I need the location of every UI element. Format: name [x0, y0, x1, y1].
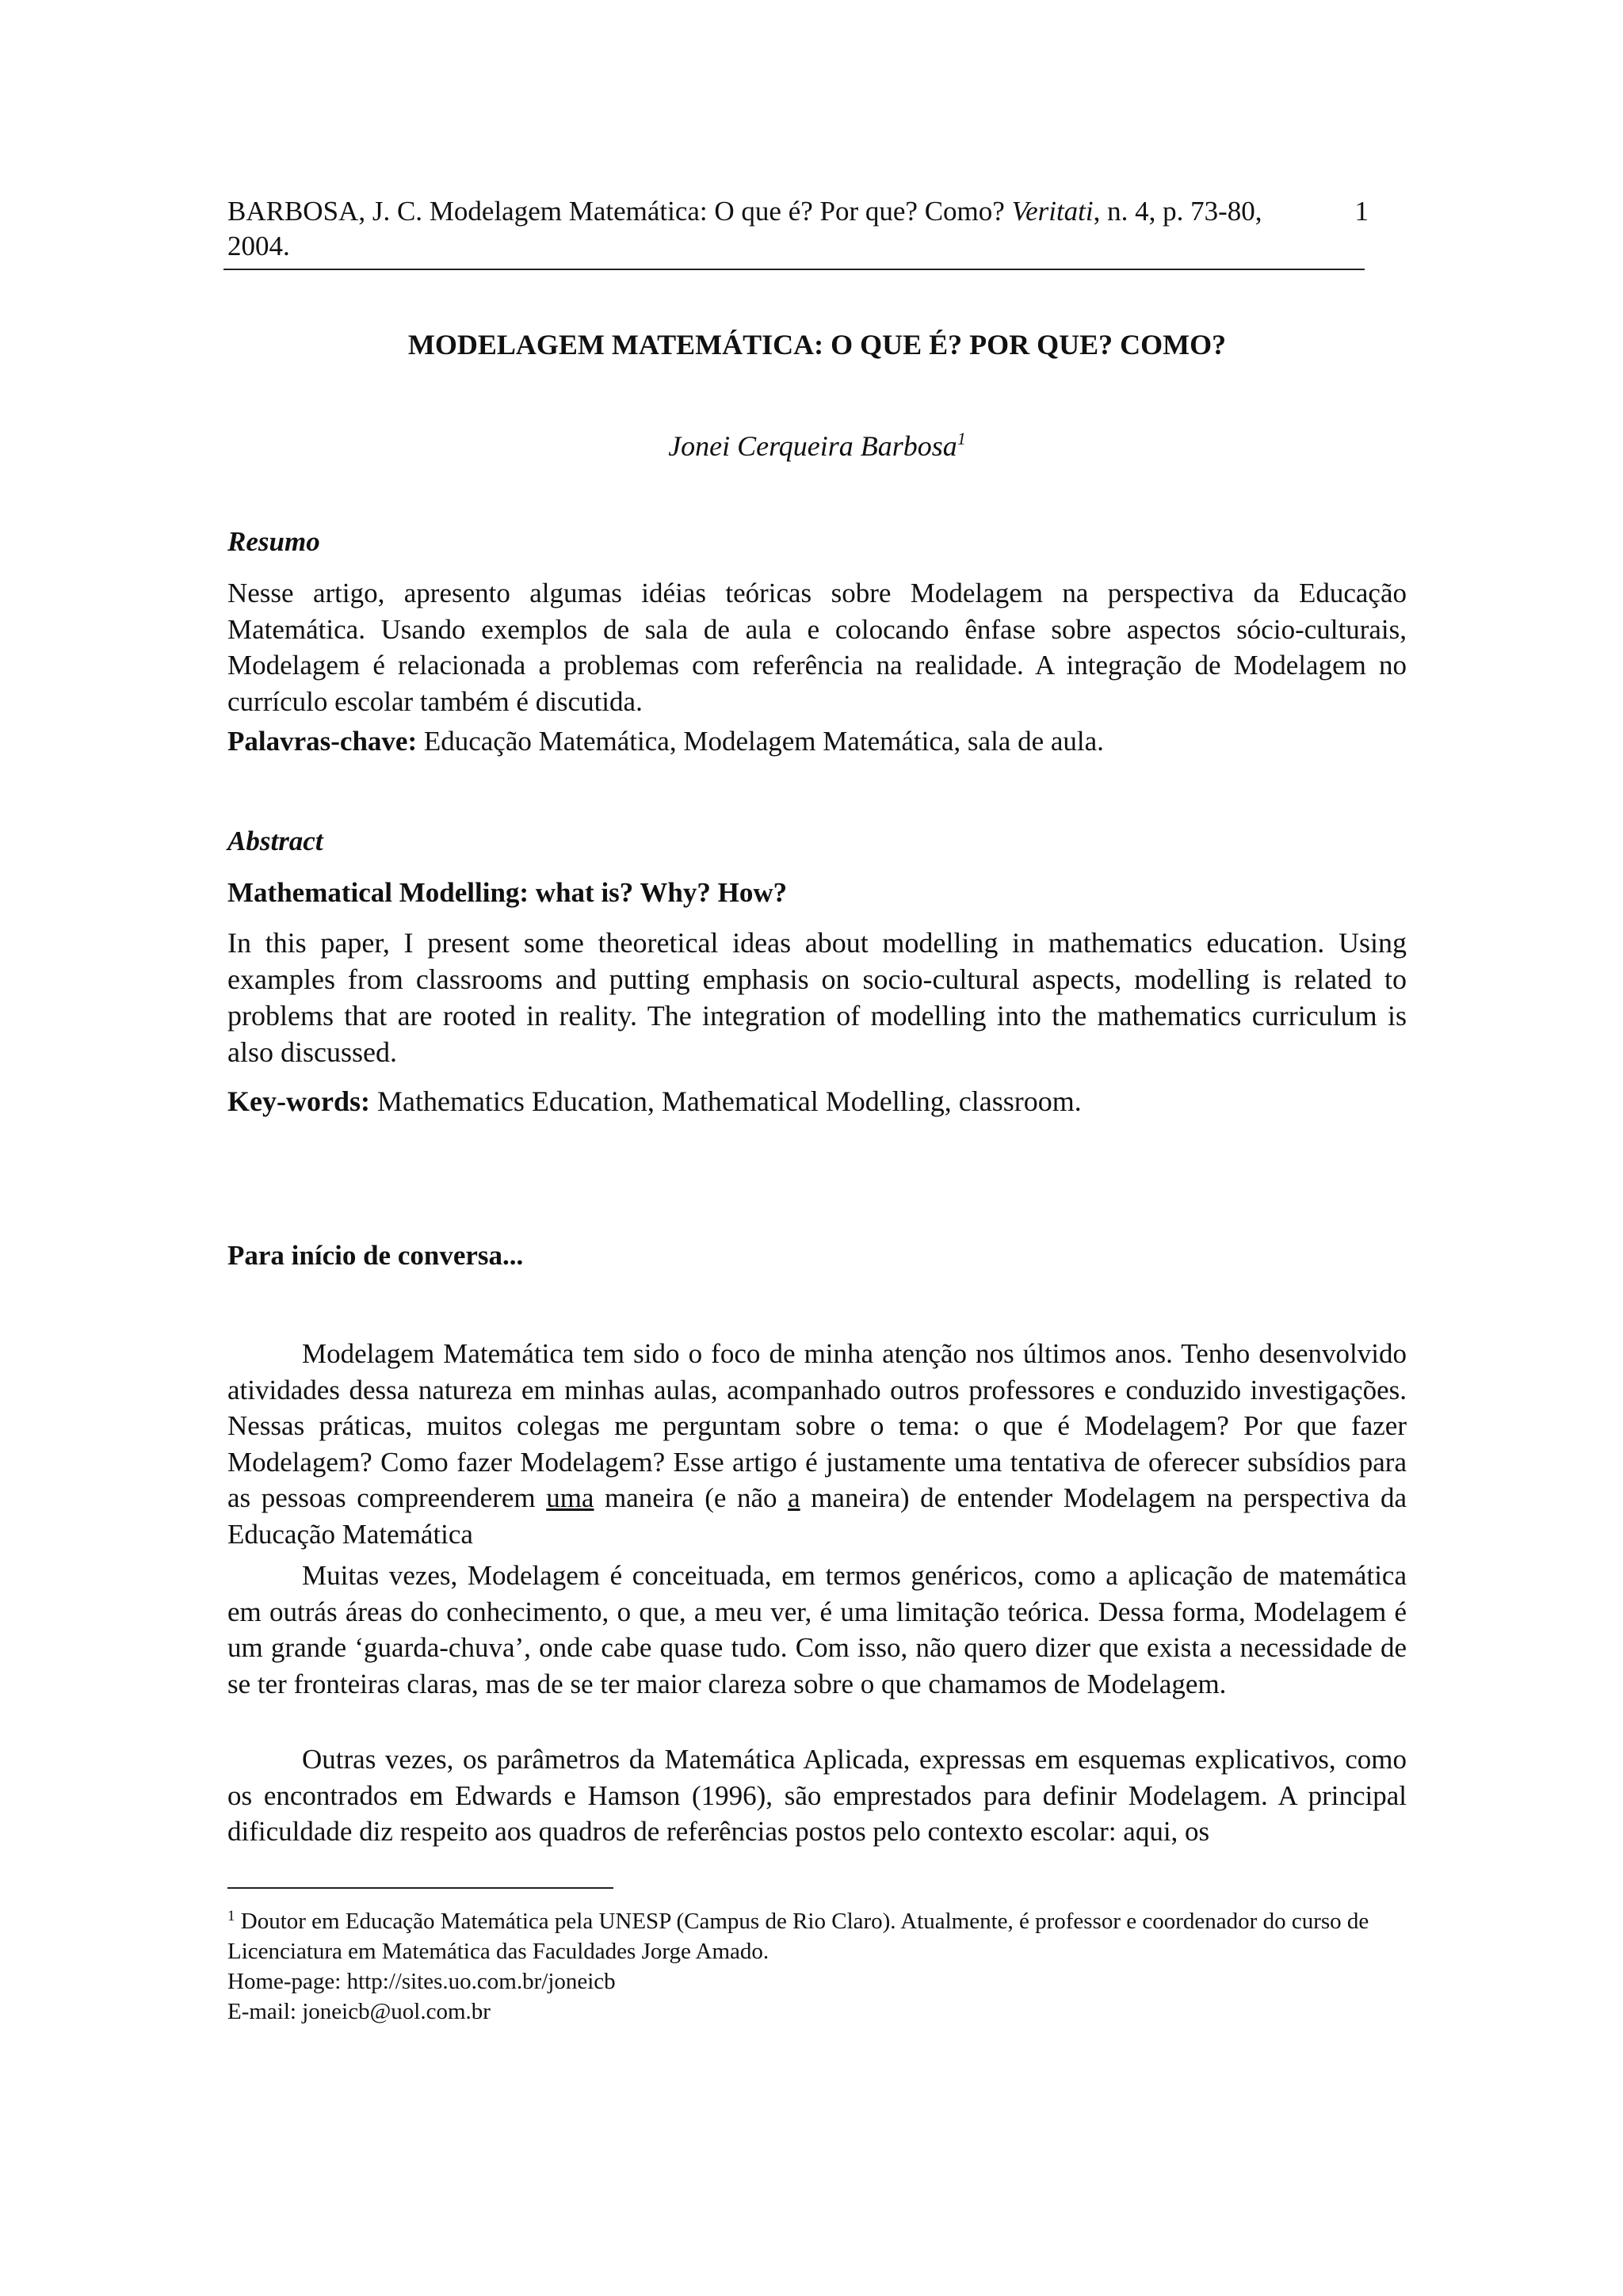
footnote-divider — [227, 1887, 613, 1889]
body-paragraph-1 — [227, 1336, 1407, 1552]
citation-pages: , n. 4, p. 73-80, 2004. — [227, 196, 1262, 261]
author-footnote-mark: 1 — [957, 429, 966, 448]
footnote-mark: 1 — [227, 1908, 235, 1924]
abstract-text: In this paper, I present some theoretical ideas about modelling in mathematics education. Using examples from classrooms and putting emphasis on socio-cultural aspects, modelling is related to problems that are rooted in reality. The integration of modelling into the mathematics curriculum is also discussed. — [227, 927, 1407, 1068]
body-paragraph-2: Muitas vezes, Modelagem é conceituada, em termos genéricos, como a aplicação de matemática em outrás áreas do conhecimento, o que, a meu ver, é uma limitação teórica. Dessa forma, Modelagem é um grande ‘guarda-chuva’, onde cabe quase tudo. Com isso, não quero dizer que exista a necessidade de se ter fronteiras claras, mas de se ter maior clareza sobre o que chamamos de Modelagem. — [227, 1560, 1407, 1699]
p1-text-a: Modelagem Matemática tem sido o foco de minha atenção nos últimos anos. Tenho desenvolvido atividades dessa natureza em minhas aulas, acompanhado outros professores e conduzido investigações. Nessas práticas, muitos colegas me perguntam sobre o tema: o que é Modelagem? Por que fazer Modelagem? Como fazer Modelagem? Esse artigo é justamente uma tentativa de oferecer subsídios para as pessoas compreenderem — [227, 1338, 1407, 1513]
running-header — [227, 194, 1369, 264]
citation-text: BARBOSA, J. C. Modelagem Matemática: O que é? Por que? Como? — [227, 196, 1012, 227]
footnote-email: E-mail: joneicb@uol.com.br — [227, 1999, 491, 2024]
abstract-keywords-list: Mathematics Education, Mathematical Modelling, classroom. — [369, 1085, 1082, 1117]
body-paragraph-3: Outras vezes, os parâmetros da Matemática Aplicada, expressas em esquemas explicativos, como os encontrados em Edwards e Hamson (1996), são emprestados para definir Modelagem. A principal dificuldade diz respeito aos quadros de referências postos pelo contexto escolar: aqui, os — [227, 1744, 1407, 1847]
abstract-title: Mathematical Modelling: what is? Why? How? — [227, 877, 788, 908]
resumo-keywords — [227, 723, 1407, 760]
p1-underlined-uma: uma — [546, 1482, 594, 1513]
p1-text-b: maneira (e não — [594, 1482, 789, 1513]
citation-journal: Veritati — [1011, 196, 1094, 227]
footnote-homepage: Home-page: http://sites.uo.com.br/joneicb — [227, 1969, 616, 1994]
resumo-keywords-list: Educação Matemática, Modelagem Matemática, sala de aula. — [417, 726, 1104, 757]
author-name: Jonei Cerqueira Barbosa — [668, 430, 957, 462]
p1-text-c: maneira) de entender Modelagem na perspectiva da Educação Matemática — [227, 1482, 1407, 1550]
footnote-text: Doutor em Educação Matemática pela UNESP (Campus de Rio Claro). Atualmente, é professor e coordenador do curso de Licenciatura em Matemática das Faculdades Jorge Amado. — [227, 1909, 1369, 1964]
abstract-keywords — [227, 1083, 1407, 1119]
section-heading: Para início de conversa... — [227, 1240, 524, 1271]
page-number: 1 — [1354, 196, 1369, 227]
resumo-text: Nesse artigo, apresento algumas idéias teóricas sobre Modelagem na perspectiva da Educação Matemática. Usando exemplos de sala de aula e colocando ênfase sobre aspectos sócio-culturais, Modelagem é relacionada a problemas com referência na realidade. A integração de Modelagem no currículo escolar também é discutida. — [227, 578, 1407, 717]
author-line — [227, 421, 1407, 463]
p1-underlined-a: a — [788, 1482, 800, 1513]
citation — [227, 194, 1329, 264]
paper-title: MODELAGEM MATEMÁTICA: O QUE É? POR QUE? COMO? — [407, 329, 1227, 360]
abstract-heading: Abstract — [227, 826, 323, 856]
footnote-1 — [227, 1901, 1407, 1966]
abstract-keywords-label: Key-words: — [227, 1085, 370, 1117]
header-divider — [223, 269, 1365, 270]
resumo-keywords-label: Palavras-chave: — [227, 726, 418, 757]
resumo-heading: Resumo — [227, 526, 320, 557]
footnotes — [227, 1901, 1407, 2027]
